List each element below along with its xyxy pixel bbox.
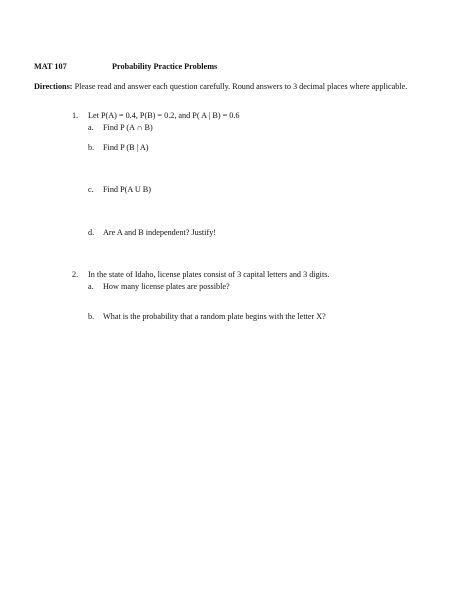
question-text: Let P(A) = 0.4, P(B) = 0.2, and P( A | B) = 0.6 [88, 111, 240, 120]
part-letter: b. [88, 312, 95, 321]
part-letter: a. [88, 123, 94, 132]
directions-label: Directions: [34, 82, 73, 91]
part-text: What is the probability that a random plate begins with the letter X? [103, 312, 326, 321]
directions-text: Please read and answer each question carefully. Round answers to 3 decimal places where applicable. [74, 82, 408, 91]
part-letter: b. [88, 143, 95, 152]
question-number: 2. [72, 270, 79, 279]
part-text: Find P(A U B) [103, 185, 151, 194]
page-header [34, 62, 217, 72]
part-letter: a. [88, 282, 94, 291]
part-text: Are A and B independent? Justify! [103, 228, 217, 237]
question-text: In the state of Idaho, license plates consist of 3 capital letters and 3 digits. [88, 270, 330, 279]
part-letter: c. [88, 185, 94, 194]
part-text: Find P (A ∩ B) [103, 123, 153, 132]
part-text: Find P (B | A) [103, 143, 149, 152]
course-code: MAT 107 [34, 62, 67, 71]
question-number: 1. [72, 111, 79, 120]
directions [34, 80, 439, 93]
page-title: Probability Practice Problems [112, 62, 218, 71]
part-letter: d. [88, 228, 95, 237]
part-text: How many license plates are possible? [103, 282, 230, 291]
